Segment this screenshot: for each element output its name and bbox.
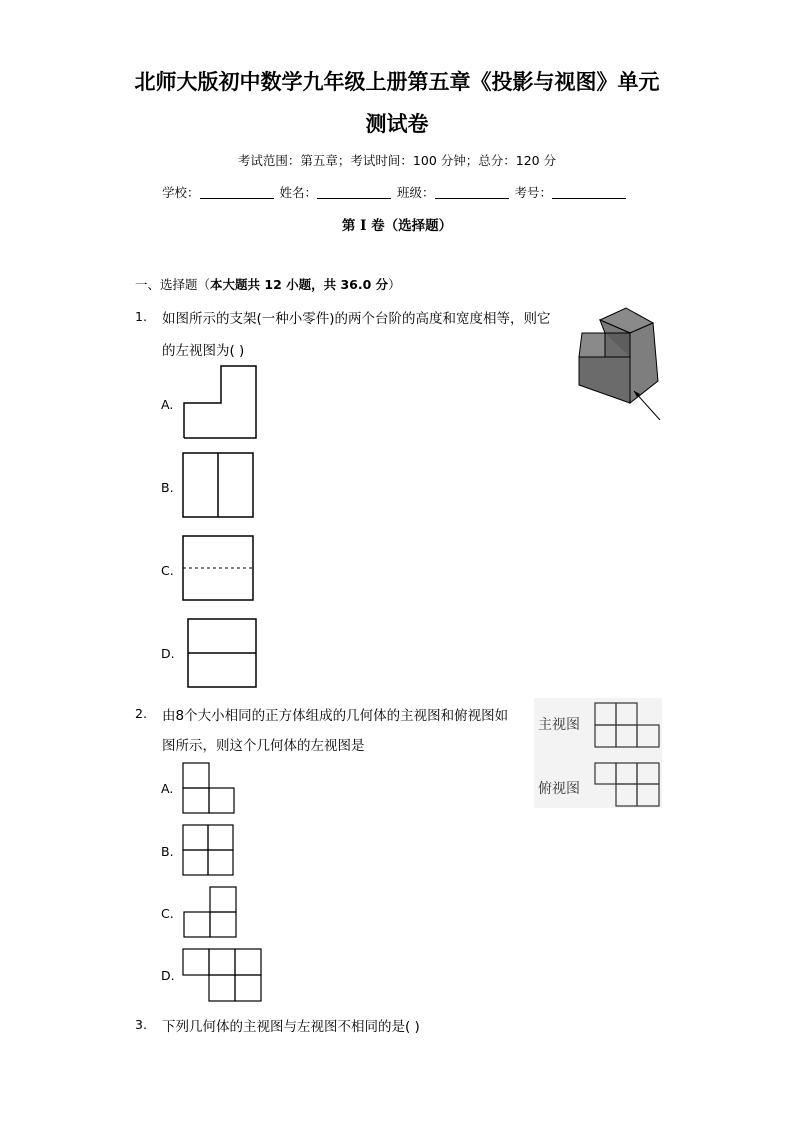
option-label[interactable]: C. — [161, 906, 174, 921]
front-view-grid — [594, 702, 662, 748]
question-text: 图所示，则这个几何体的左视图是 — [162, 738, 365, 754]
page-title-line1: 北师大版初中数学九年级上册第五章《投影与视图》单元 — [134, 69, 660, 94]
grid-cell — [616, 763, 637, 784]
grid-cell — [183, 763, 209, 788]
part-title: 第 I 卷（选择题） — [341, 218, 453, 234]
l-shape-outline — [184, 366, 256, 438]
grid-cell — [595, 763, 616, 784]
name-blank — [317, 185, 391, 199]
grid-cell — [210, 912, 236, 937]
grid-cell — [637, 784, 659, 806]
option-label[interactable]: B. — [161, 844, 174, 859]
q2-option-d-figure[interactable] — [182, 948, 262, 1002]
grid-cell — [208, 850, 233, 875]
bracket-front-face — [579, 357, 630, 403]
grid-cell — [209, 788, 234, 813]
front-view-label: 主视图 — [538, 717, 580, 733]
grid-cell — [616, 784, 637, 806]
option-label[interactable]: A. — [161, 397, 174, 412]
top-view-grid — [594, 762, 662, 808]
grid-cell — [183, 825, 208, 850]
grid-cell — [616, 703, 637, 725]
class-label: 班级： — [397, 185, 435, 200]
question-number: 1. — [135, 309, 147, 324]
grid-cell — [616, 725, 637, 747]
grid-cell — [183, 949, 209, 975]
q2-option-a-figure[interactable] — [182, 762, 236, 814]
number-blank — [552, 185, 626, 199]
grid-cell — [184, 912, 210, 937]
rect-outline — [183, 536, 253, 600]
class-blank — [435, 185, 509, 199]
exam-info: 考试范围：第五章；考试时间：100 分钟；总分：120 分 — [237, 153, 557, 168]
grid-cell — [595, 725, 616, 747]
q2-views-figure — [534, 698, 662, 808]
option-label[interactable]: B. — [161, 480, 174, 495]
q1-option-c-figure[interactable] — [182, 535, 254, 601]
bracket-figure — [570, 305, 665, 423]
grid-cell — [637, 763, 659, 784]
school-blank — [200, 185, 274, 199]
grid-cell — [183, 850, 208, 875]
school-label: 学校： — [162, 185, 200, 200]
grid-cell — [235, 949, 261, 975]
top-view-label: 俯视图 — [538, 781, 580, 797]
grid-cell — [595, 703, 616, 725]
section-count: 本大题共 12 小题，共 36.0 分 — [210, 277, 389, 292]
section-heading — [135, 275, 401, 293]
q1-option-d-figure[interactable] — [187, 618, 257, 688]
grid-cell — [209, 949, 235, 975]
q2-option-b-figure[interactable] — [182, 824, 234, 876]
student-info-row — [162, 183, 628, 201]
bracket-lower-step-top — [579, 333, 605, 357]
option-label[interactable]: D. — [161, 968, 175, 983]
option-label[interactable]: C. — [161, 563, 174, 578]
grid-cell — [637, 725, 659, 747]
option-label[interactable]: A. — [161, 781, 174, 796]
page-title-line2: 测试卷 — [365, 111, 429, 136]
question-text: 由8个大小相同的正方体组成的几何体的主视图和俯视图如 — [162, 708, 509, 724]
question-text: 下列几何体的主视图与左视图不相同的是( ) — [162, 1019, 420, 1035]
question-text: 如图所示的支架(一种小零件)的两个台阶的高度和宽度相等，则它 — [162, 311, 551, 327]
option-label[interactable]: D. — [161, 646, 175, 661]
grid-cell — [209, 975, 235, 1001]
grid-cell — [208, 825, 233, 850]
grid-cell — [235, 975, 261, 1001]
question-number: 3. — [135, 1017, 147, 1032]
section-suffix: ） — [388, 277, 401, 292]
q2-option-c-figure[interactable] — [182, 886, 238, 938]
q1-option-a-figure[interactable] — [183, 365, 258, 439]
section-prefix: 一、选择题（ — [135, 277, 211, 292]
question-text: 的左视图为( ) — [162, 343, 245, 359]
number-label: 考号： — [514, 185, 553, 200]
name-label: 姓名： — [279, 185, 318, 200]
grid-cell — [210, 887, 236, 912]
q1-option-b-figure[interactable] — [182, 452, 254, 518]
grid-cell — [183, 788, 209, 813]
question-number: 2. — [135, 706, 147, 721]
